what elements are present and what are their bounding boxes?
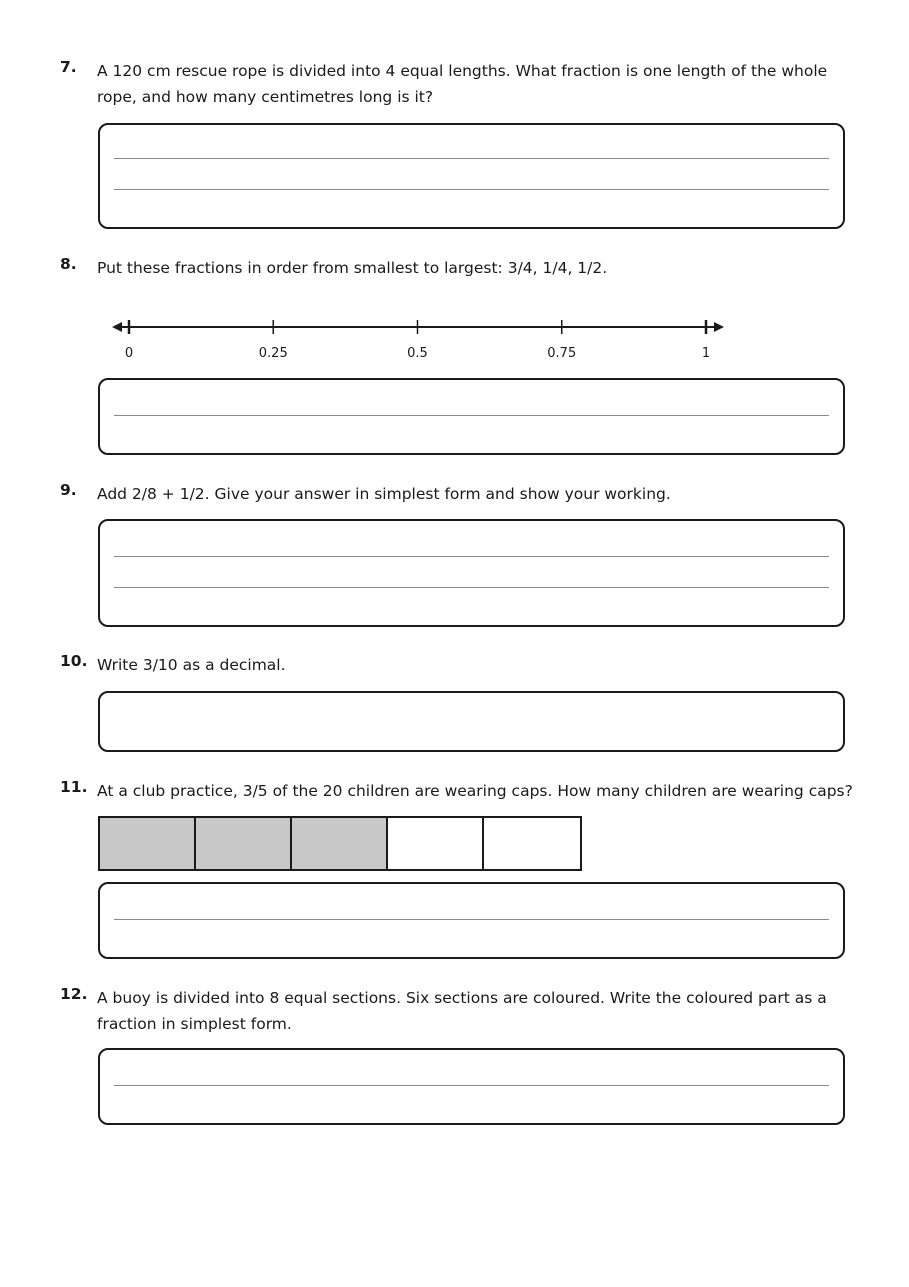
- question-12-text: A buoy is divided into 8 equal sections. Six sections are coloured. Write the coloured part as a fraction in simplest form.: [97, 989, 827, 1033]
- question-11-text: At a club practice, 3/5 of the 20 children are wearing caps. How many children are wearing caps?: [97, 782, 853, 800]
- answer-line: [114, 556, 829, 557]
- answer-line: [114, 158, 829, 159]
- number-line: [100, 310, 740, 370]
- question-9-answer-box[interactable]: [98, 519, 845, 627]
- answer-line: [114, 1085, 829, 1086]
- question-7-answer-box[interactable]: [98, 123, 845, 229]
- question-10-answer-box[interactable]: [98, 691, 845, 752]
- question-12-answer-box[interactable]: [98, 1048, 845, 1125]
- question-7-text: A 120 cm rescue rope is divided into 4 equal lengths. What fraction is one length of the whole rope, and how many centimetres long is it?: [97, 62, 828, 106]
- question-9-text: Add 2/8 + 1/2. Give your answer in simplest form and show your working.: [97, 485, 671, 503]
- question-8-text: Put these fractions in order from smallest to largest: 3/4, 1/4, 1/2.: [97, 259, 608, 277]
- number-line-tick-label: 0.75: [547, 346, 577, 361]
- answer-line: [114, 919, 829, 920]
- left-arrow-icon: [112, 322, 122, 332]
- answer-line: [114, 189, 829, 190]
- question-8-number: 8.: [60, 255, 77, 273]
- question-7-number: 7.: [60, 58, 77, 76]
- bar-part-shaded: [292, 818, 388, 869]
- right-arrow-icon: [714, 322, 724, 332]
- question-10-text: Write 3/10 as a decimal.: [97, 656, 286, 674]
- question-12-number: 12.: [60, 985, 88, 1003]
- number-line-tick-label: 0.25: [258, 346, 288, 361]
- bar-part-shaded: [196, 818, 292, 869]
- bar-part-unshaded: [484, 818, 580, 869]
- question-8-answer-box[interactable]: [98, 378, 845, 455]
- answer-line: [114, 587, 829, 588]
- bar-part-unshaded: [388, 818, 484, 869]
- number-line-tick-label: 1: [701, 346, 711, 361]
- question-11-number: 11.: [60, 778, 88, 796]
- question-9-number: 9.: [60, 481, 77, 499]
- number-line-tick-label: 0: [124, 346, 134, 361]
- number-line-tick-label: 0.5: [407, 346, 428, 361]
- fraction-bar-model: [98, 816, 582, 871]
- question-10-number: 10.: [60, 652, 88, 670]
- answer-line: [114, 415, 829, 416]
- bar-part-shaded: [100, 818, 196, 869]
- question-11-answer-box[interactable]: [98, 882, 845, 959]
